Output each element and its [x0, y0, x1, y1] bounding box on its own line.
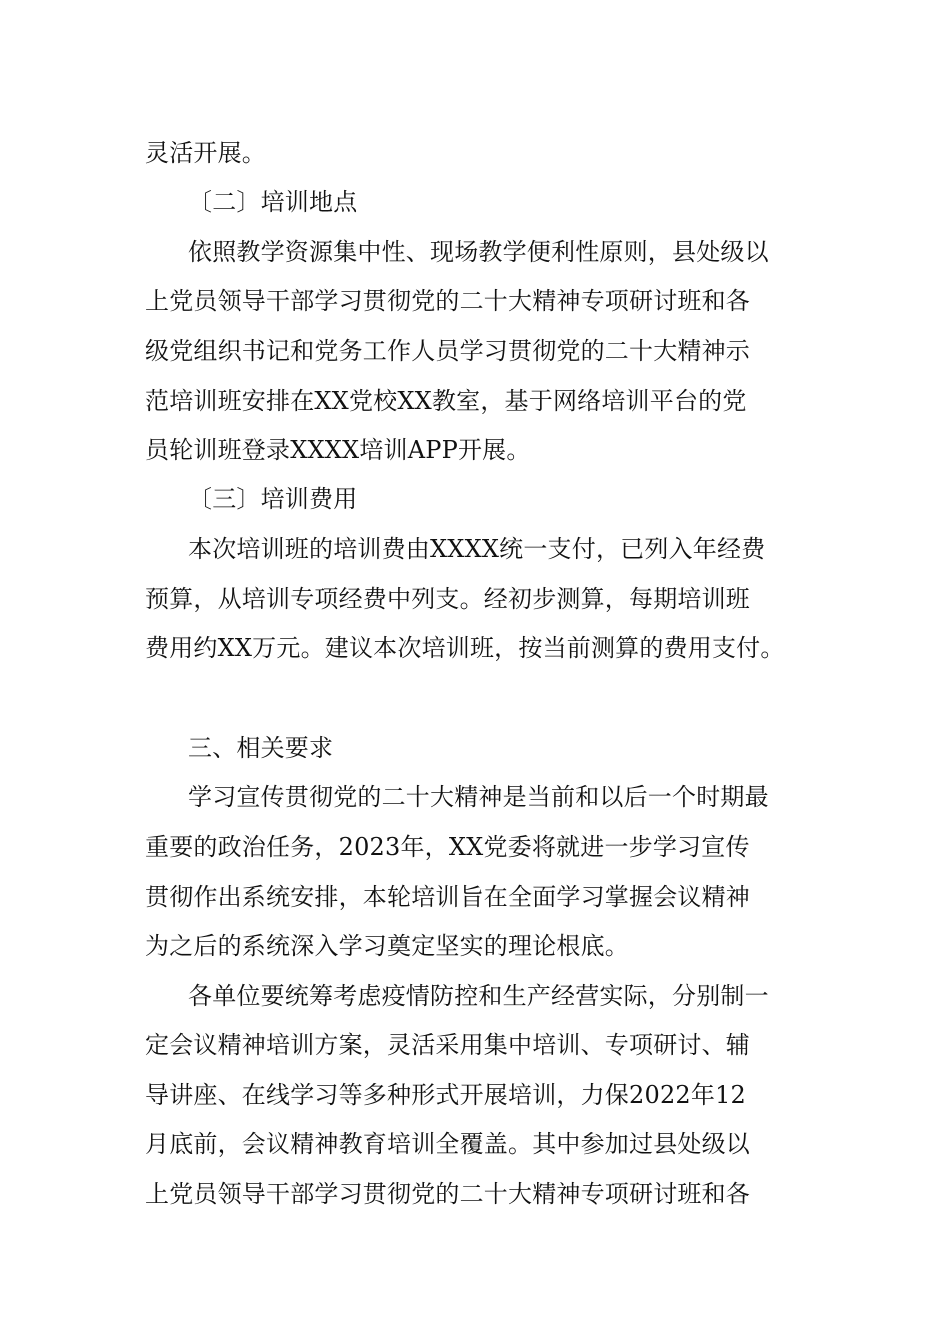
paragraph-line: 员轮训班登录XXXX培训APP开展。 — [145, 436, 531, 464]
paragraph-line: 费用约XX万元。建议本次培训班，按当前测算的费用支付。 — [145, 634, 785, 662]
paragraph-line: 上党员领导干部学习贯彻党的二十大精神专项研讨班和各 — [145, 1180, 750, 1208]
paragraph-line: 级党组织书记和党务工作人员学习贯彻党的二十大精神示 — [145, 337, 750, 365]
paragraph-line: 灵活开展。 — [145, 139, 266, 167]
paragraph-line: 定会议精神培训方案，灵活采用集中培训、专项研讨、辅 — [145, 1031, 750, 1059]
paragraph-line: 月底前，会议精神教育培训全覆盖。其中参加过县处级以 — [145, 1130, 750, 1158]
paragraph-line: 预算，从培训专项经费中列支。经初步测算，每期培训班 — [145, 585, 750, 613]
paragraph-line: 贯彻作出系统安排，本轮培训旨在全面学习掌握会议精神 — [145, 883, 750, 911]
paragraph-line: 本次培训班的培训费由XXXX统一支付，已列入年经费 — [188, 535, 766, 563]
section-heading-training-cost: 〔三〕培训费用 — [188, 485, 358, 513]
paragraph-line: 导讲座、在线学习等多种形式开展培训，力保2022年12 — [145, 1081, 747, 1109]
paragraph-line: 为之后的系统深入学习奠定坚实的理论根底。 — [145, 932, 629, 960]
paragraph-line: 上党员领导干部学习贯彻党的二十大精神专项研讨班和各 — [145, 287, 750, 315]
paragraph-line: 各单位要统筹考虑疫情防控和生产经营实际，分别制一 — [188, 982, 769, 1010]
paragraph-line: 学习宣传贯彻党的二十大精神是当前和以后一个时期最 — [188, 783, 769, 811]
paragraph-line: 依照教学资源集中性、现场教学便利性原则，县处级以 — [188, 238, 769, 266]
paragraph-line: 重要的政治任务，2023年，XX党委将就进一步学习宣传 — [145, 833, 750, 861]
paragraph-line: 范培训班安排在XX党校XX教室，基于网络培训平台的党 — [145, 387, 747, 415]
section-heading-requirements: 三、相关要求 — [188, 734, 334, 762]
section-heading-training-location: 〔二〕培训地点 — [188, 188, 358, 216]
